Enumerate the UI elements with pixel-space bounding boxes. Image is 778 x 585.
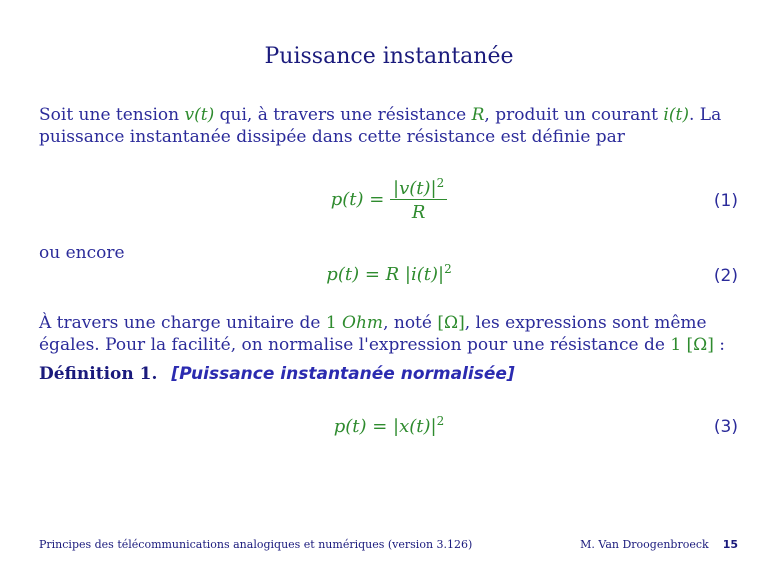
math-i-t: i(t) (663, 105, 689, 125)
eq1-num-text: |v(t)| (393, 178, 437, 199)
footer-course-title: Principes des télécommunications analogiques et numériques (version 3.126) (39, 538, 473, 551)
equation-2-number: (2) (713, 266, 738, 286)
or-text: ou encore (39, 243, 125, 263)
slide-title: Puissance instantanée (264, 44, 514, 69)
intro-text-2: qui, à travers une résistance (214, 105, 472, 125)
unit-text-1: À travers une charge unitaire de (39, 313, 326, 333)
unit-load-paragraph (39, 312, 739, 356)
equation-2 (0, 262, 778, 285)
footer-author: M. Van Droogenbroeck (580, 538, 709, 551)
equation-1 (0, 176, 778, 223)
definition-label: Définition 1. (39, 364, 158, 384)
intro-text-4: . La puissance instantanée dissipée dans cette résistance est définie par (39, 105, 722, 147)
definition-name: [Puissance instantanée normalisée] (171, 364, 515, 384)
unit-text-3: , les expressions sont même égales. Pour la facilité, on normalise l'expression pour une résistance de (39, 313, 707, 355)
intro-text-1: Soit une tension (39, 105, 185, 125)
math-one: 1 (325, 313, 343, 333)
math-one-omega: 1 [Ω] (670, 335, 714, 355)
eq3-expression: p(t) = |x(t)| (333, 416, 437, 437)
eq1-denominator: R (411, 202, 426, 223)
math-r: R (471, 105, 485, 125)
eq2-exponent: 2 (444, 262, 452, 276)
unit-text-2: , noté (383, 313, 438, 333)
intro-text-3: , produit un courant (484, 105, 664, 125)
equation-1-number: (1) (713, 191, 738, 211)
unit-text-4: : (713, 335, 726, 355)
footer-right (580, 538, 738, 551)
equation-3 (0, 414, 778, 437)
definition-heading (39, 364, 515, 384)
intro-paragraph (39, 104, 739, 148)
eq3-exponent: 2 (436, 414, 445, 428)
equation-3-number: (3) (713, 417, 738, 437)
eq1-fraction (390, 176, 447, 223)
math-v-t: v(t) (184, 105, 215, 125)
math-omega: [Ω] (437, 313, 465, 333)
math-ohm: Ohm (342, 313, 384, 333)
eq1-exponent: 2 (436, 176, 445, 190)
eq1-lhs: p(t) = (330, 189, 391, 210)
eq2-expression: p(t) = R |i(t)| (326, 264, 445, 285)
page-number: 15 (722, 538, 738, 551)
eq1-numerator (390, 176, 447, 200)
